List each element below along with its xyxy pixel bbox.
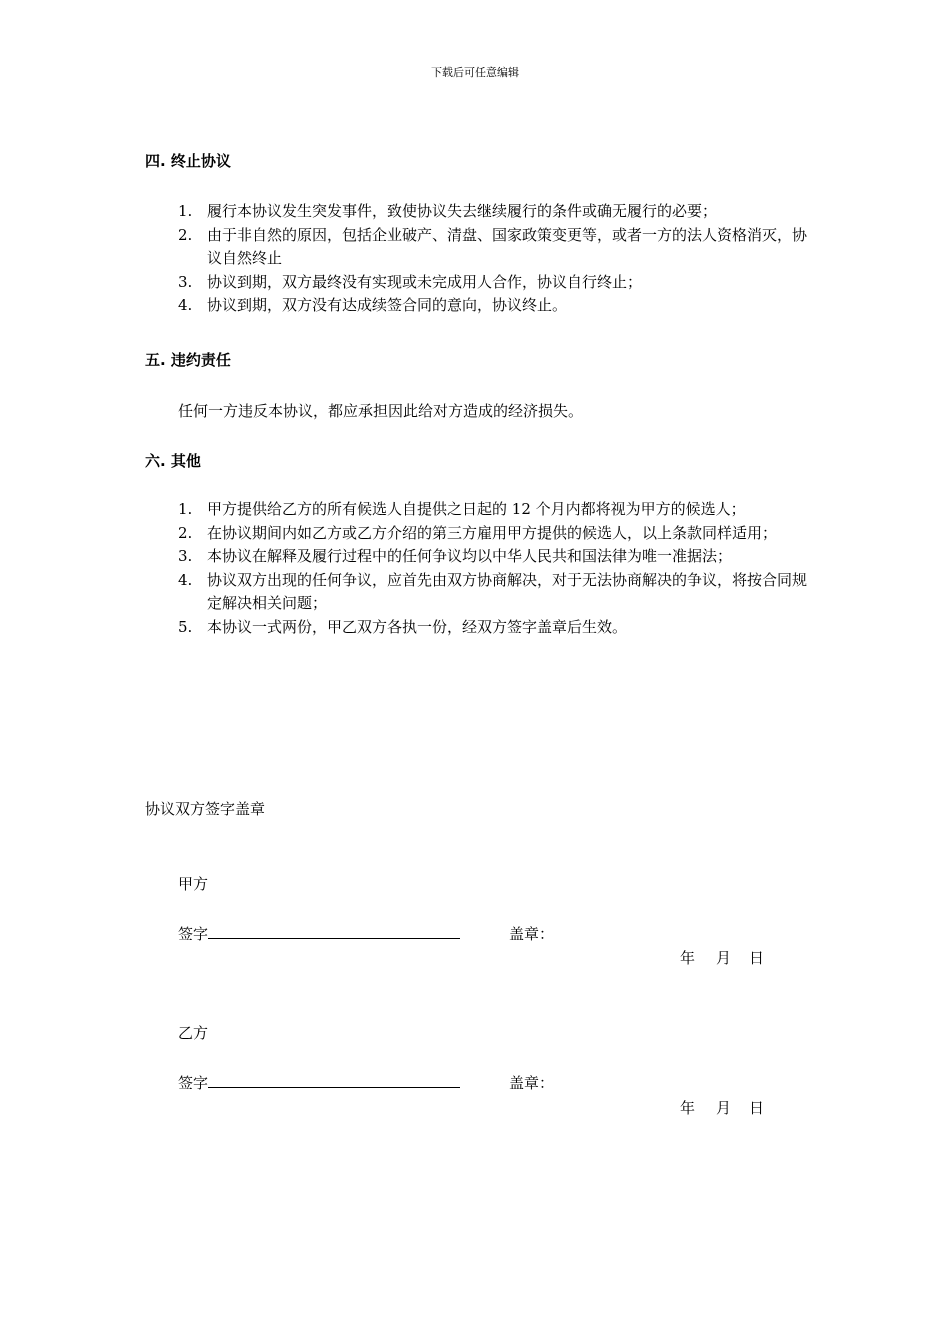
list-item-text: 由于非自然的原因，包括企业破产、清盘、国家政策变更等，或者一方的法人资格消灭，协议自然终止 — [207, 225, 808, 267]
other-list — [178, 498, 808, 639]
list-item-number: 3. — [178, 272, 193, 291]
list-item-text: 协议到期，双方最终没有实现或未完成用人合作，协议自行终止； — [207, 272, 643, 291]
list-item — [178, 294, 808, 318]
list-item-number: 2. — [178, 523, 193, 542]
party-a-date-month: 月 — [716, 949, 732, 967]
party-a-label: 甲方 — [178, 875, 209, 893]
list-item — [178, 545, 808, 569]
section-title-other: 六. 其他 — [145, 452, 201, 470]
list-item — [178, 569, 808, 616]
list-item — [178, 522, 808, 546]
party-b-sign-label: 签字 — [178, 1074, 209, 1092]
list-item — [178, 498, 808, 522]
party-a-signature — [178, 923, 460, 945]
list-item-number: 5. — [178, 617, 193, 636]
party-b-date-day: 日 — [749, 1099, 765, 1117]
party-a-seal-label: 盖章： — [509, 925, 555, 943]
party-a-signature-line[interactable] — [208, 924, 460, 939]
party-b-signature — [178, 1072, 460, 1094]
list-item-number: 1. — [178, 202, 193, 220]
list-item-number: 4. — [178, 296, 193, 314]
party-a-date-day: 日 — [749, 949, 765, 967]
liability-text: 任何一方违反本协议，都应承担因此给对方造成的经济损失。 — [178, 402, 584, 420]
list-item-number: 2. — [178, 225, 193, 244]
party-b-signature-line[interactable] — [208, 1073, 460, 1088]
list-item — [178, 271, 808, 295]
section-title-termination: 四. 终止协议 — [145, 152, 231, 170]
list-item-number: 4. — [178, 570, 193, 589]
list-item-text: 履行本协议发生突发事件，致使协议失去继续履行的条件或确无履行的必要； — [207, 202, 718, 220]
termination-list — [178, 200, 808, 318]
page-header: 下载后可任意编辑 — [431, 66, 519, 79]
party-b-seal-label: 盖章： — [509, 1074, 555, 1092]
list-item-text: 协议双方出现的任何争议，应首先由双方协商解决，对于无法协商解决的争议，将按合同规定解决相关问题； — [207, 570, 808, 612]
list-item-text: 本协议一式两份，甲乙双方各执一份，经双方签字盖章后生效。 — [207, 617, 628, 636]
party-b-label: 乙方 — [178, 1024, 209, 1042]
party-b-date — [680, 1097, 764, 1119]
list-item-text: 甲方提供给乙方的所有候选人自提供之日起的 12 个月内都将视为甲方的候选人； — [207, 500, 746, 518]
section-title-liability: 五. 违约责任 — [145, 351, 231, 369]
list-item-number: 3. — [178, 547, 193, 565]
party-a-sign-label: 签字 — [178, 925, 209, 943]
party-b-date-year: 年 — [680, 1099, 696, 1117]
party-b-date-month: 月 — [716, 1099, 732, 1117]
list-item-text: 协议到期，双方没有达成续签合同的意向，协议终止。 — [207, 296, 568, 314]
list-item-text: 在协议期间内如乙方或乙方介绍的第三方雇用甲方提供的候选人，以上条款同样适用； — [207, 523, 778, 542]
party-a-date-year: 年 — [680, 949, 696, 967]
signature-heading: 协议双方签字盖章 — [145, 800, 266, 818]
list-item-text: 本协议在解释及履行过程中的任何争议均以中华人民共和国法律为唯一准据法； — [207, 547, 733, 565]
list-item — [178, 616, 808, 640]
list-item-number: 1. — [178, 500, 193, 518]
party-a-date — [680, 947, 764, 969]
list-item — [178, 200, 808, 224]
list-item — [178, 224, 808, 271]
